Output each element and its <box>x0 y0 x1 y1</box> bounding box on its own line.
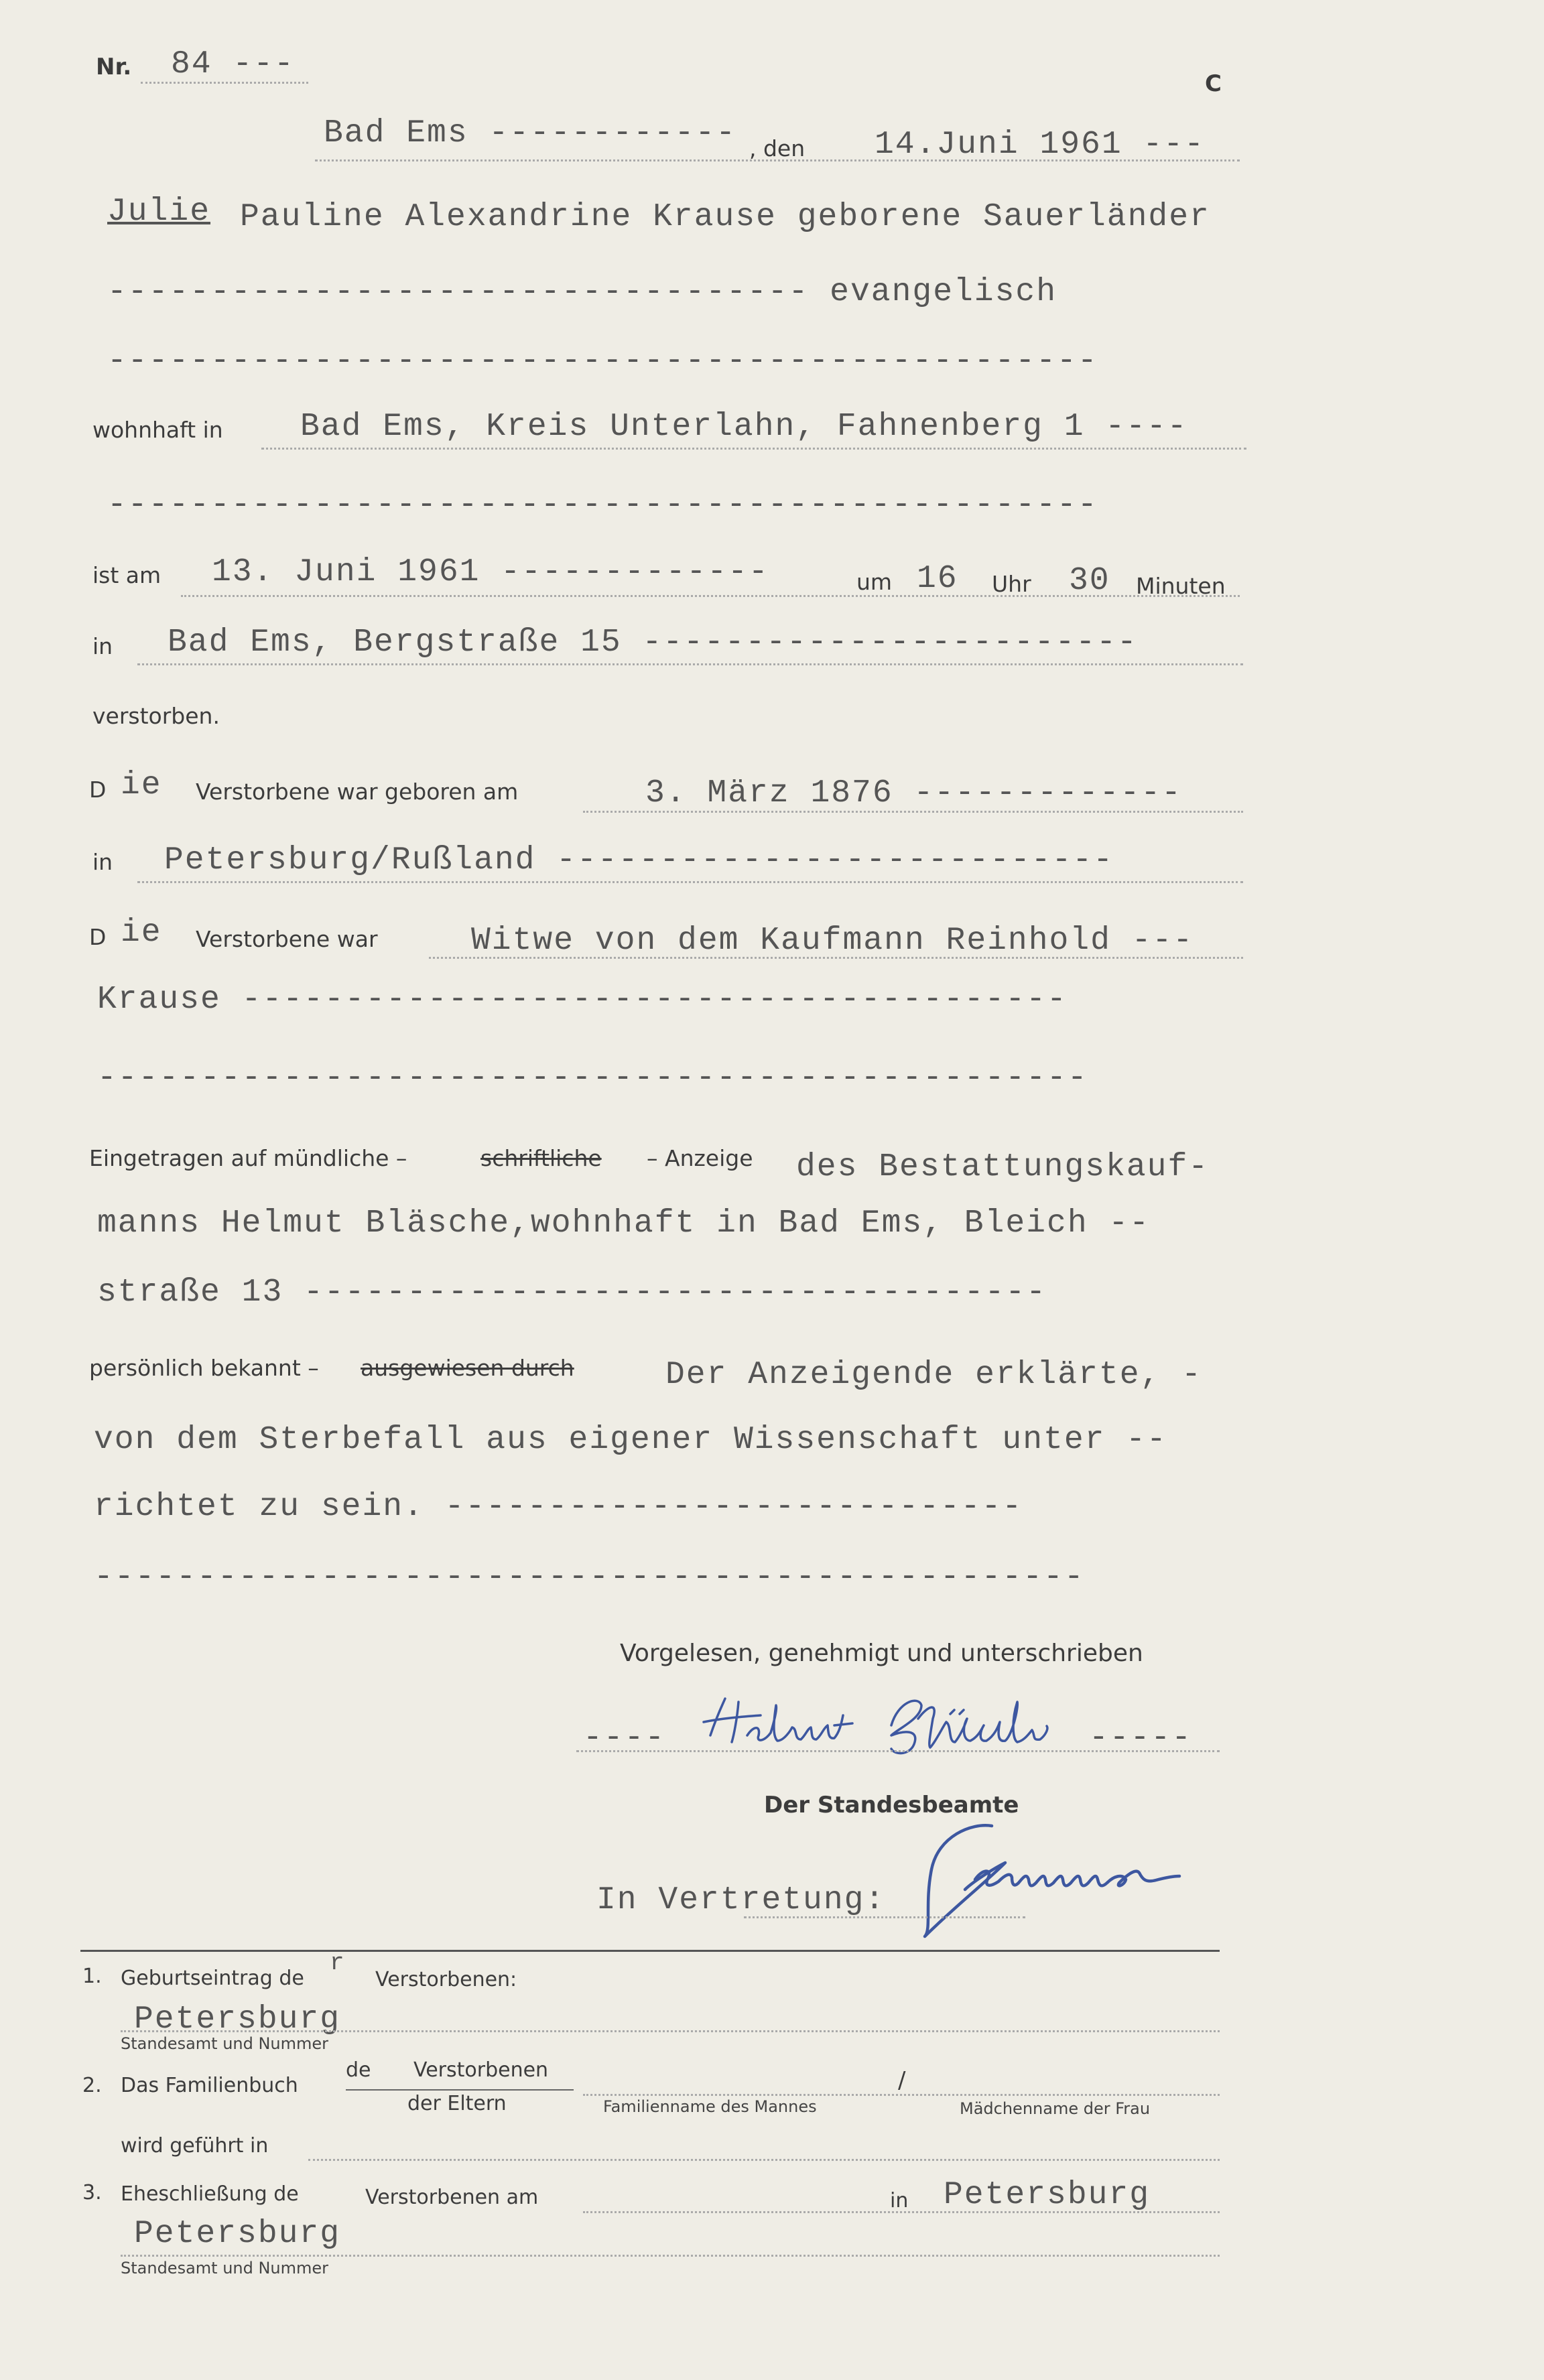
death-minute: 30 <box>1069 563 1110 599</box>
signature-dash-left: ---- <box>583 1720 666 1756</box>
item3-place: Petersburg <box>944 2177 1151 2213</box>
birth-place: Petersburg/Rußland --------------------------- <box>164 842 1114 878</box>
status-article: ie <box>121 915 162 951</box>
item1-caption: Standesamt und Nummer <box>121 2034 329 2053</box>
report-text-5: von dem Sterbefall aus eigener Wissenschaft unter -- <box>94 1422 1167 1458</box>
report-text-3: straße 13 ------------------------------------ <box>97 1274 1047 1311</box>
birth-dotted-line <box>583 811 1243 813</box>
status-text-1: Witwe von dem Kaufmann Reinhold --- <box>471 923 1194 959</box>
register-number: 84 --- <box>171 46 295 82</box>
item2-fraction-line <box>346 2089 574 2091</box>
footer-divider <box>80 1950 1220 1952</box>
birth-place-dotted-line <box>137 881 1243 883</box>
ist-am-label: ist am <box>92 562 162 588</box>
residence-dotted-line <box>261 448 1246 450</box>
report-text-7: ------------------------------------------------ <box>94 1559 1085 1595</box>
item3-label: Eheschließung de <box>121 2182 299 2206</box>
item2-number: 2. <box>82 2074 102 2097</box>
register-place: Bad Ems ------------ <box>324 115 737 151</box>
item1-label: Geburtseintrag de <box>121 1967 304 1990</box>
anzeige-label: – Anzeige <box>647 1145 753 1171</box>
item3-value: Petersburg <box>134 2216 341 2252</box>
um-label: um <box>856 569 893 595</box>
item1-superscript: r <box>330 1949 346 1977</box>
status-d-label: D <box>89 924 107 950</box>
vertretung-label: In Vertretung: <box>596 1882 886 1918</box>
eingetragen-label: Eingetragen auf mündliche – <box>89 1145 407 1171</box>
struck-schriftliche: schriftliche <box>480 1145 602 1171</box>
item2-de: de <box>346 2058 371 2082</box>
item2-dotted-line <box>583 2094 1220 2096</box>
status-dotted-line <box>429 957 1243 959</box>
item2-verstorbenen: Verstorbenen <box>413 2058 549 2082</box>
item2-label: Das Familienbuch <box>121 2074 298 2097</box>
residence-label: wohnhaft in <box>92 417 223 443</box>
residence-line-2: ------------------------------------------------ <box>107 487 1098 523</box>
report-text-2: manns Helmut Bläsche,wohnhaft in Bad Ems, Bleich -- <box>97 1205 1151 1242</box>
item3-number: 3. <box>82 2181 102 2204</box>
death-dotted-line <box>181 595 1240 597</box>
signature-dotted-line <box>576 1750 1220 1752</box>
religion-line: ---------------------------------- evangelisch <box>107 274 1057 310</box>
verstorben-label: verstorben. <box>92 703 220 729</box>
death-hour: 16 <box>917 561 958 597</box>
death-place-dotted-line <box>137 663 1243 665</box>
official-signature <box>911 1816 1273 1943</box>
signature-dash-right: ----- <box>1089 1720 1193 1756</box>
status-war-label: Verstorbene war <box>196 926 378 952</box>
birth-d-label: D <box>89 777 107 803</box>
nr-dotted-line <box>141 82 308 84</box>
item2-wird-dotted-line <box>308 2159 1220 2161</box>
item3-value-dotted-line <box>121 2255 1220 2257</box>
death-in-label: in <box>92 633 113 659</box>
birth-in-label: in <box>92 849 113 875</box>
deceased-name: Pauline Alexandrine Krause geborene Sauerländer <box>240 199 1210 235</box>
item2-eltern: der Eltern <box>407 2092 507 2115</box>
date-dotted-line <box>315 159 1240 161</box>
item3-dotted-line <box>583 2211 1220 2213</box>
vorgelesen-label: Vorgelesen, genehmigt und unterschrieben <box>620 1640 1143 1667</box>
status-text-2: Krause ---------------------------------------- <box>97 982 1068 1018</box>
blank-line-1: ------------------------------------------------ <box>107 343 1098 379</box>
death-date: 13. Juni 1961 ------------- <box>212 554 769 590</box>
report-text-1: des Bestattungskauf- <box>796 1149 1210 1185</box>
item2-caption-mann: Familienname des Mannes <box>603 2097 817 2116</box>
register-date: 14.Juni 1961 --- <box>875 127 1205 163</box>
item1-label-2: Verstorbenen: <box>375 1968 517 1991</box>
struck-ausgewiesen: ausgewiesen durch <box>361 1355 574 1381</box>
item2-slash: / <box>898 2067 906 2094</box>
item2-wird-label: wird geführt in <box>121 2134 269 2158</box>
item3-label-2: Verstorbenen am <box>365 2186 539 2209</box>
den-label: , den <box>749 135 806 161</box>
status-text-3: ------------------------------------------------ <box>97 1060 1088 1096</box>
nr-label: Nr. <box>96 54 132 80</box>
item3-caption: Standesamt und Nummer <box>121 2259 329 2277</box>
item1-value: Petersburg <box>134 2001 341 2038</box>
birth-date: 3. März 1876 ------------- <box>645 775 1182 811</box>
item1-number: 1. <box>82 1965 102 1988</box>
deceased-first-name: Julie <box>107 194 211 230</box>
minuten-label: Minuten <box>1136 573 1226 599</box>
corner-letter: C <box>1205 70 1222 97</box>
uhr-label: Uhr <box>992 571 1031 597</box>
death-place: Bad Ems, Bergstraße 15 ------------------------ <box>168 624 1138 661</box>
residence-value: Bad Ems, Kreis Unterlahn, Fahnenberg 1 ---- <box>300 409 1188 445</box>
bekannt-label: persönlich bekannt – <box>89 1355 319 1381</box>
birth-article: ie <box>121 767 162 803</box>
report-text-6: richtet zu sein. ---------------------------- <box>94 1489 1023 1525</box>
official-signature-drawing <box>911 1816 1273 1943</box>
vertretung-dotted-line <box>744 1916 1025 1918</box>
born-label: Verstorbene war geboren am <box>196 779 519 805</box>
standesbeamte-label: Der Standesbeamte <box>764 1792 1019 1819</box>
report-text-4: Der Anzeigende erklärte, - <box>665 1357 1202 1393</box>
item1-dotted-line <box>121 2030 1220 2032</box>
item3-in: in <box>890 2189 909 2212</box>
item2-caption-frau: Mädchenname der Frau <box>960 2099 1151 2118</box>
